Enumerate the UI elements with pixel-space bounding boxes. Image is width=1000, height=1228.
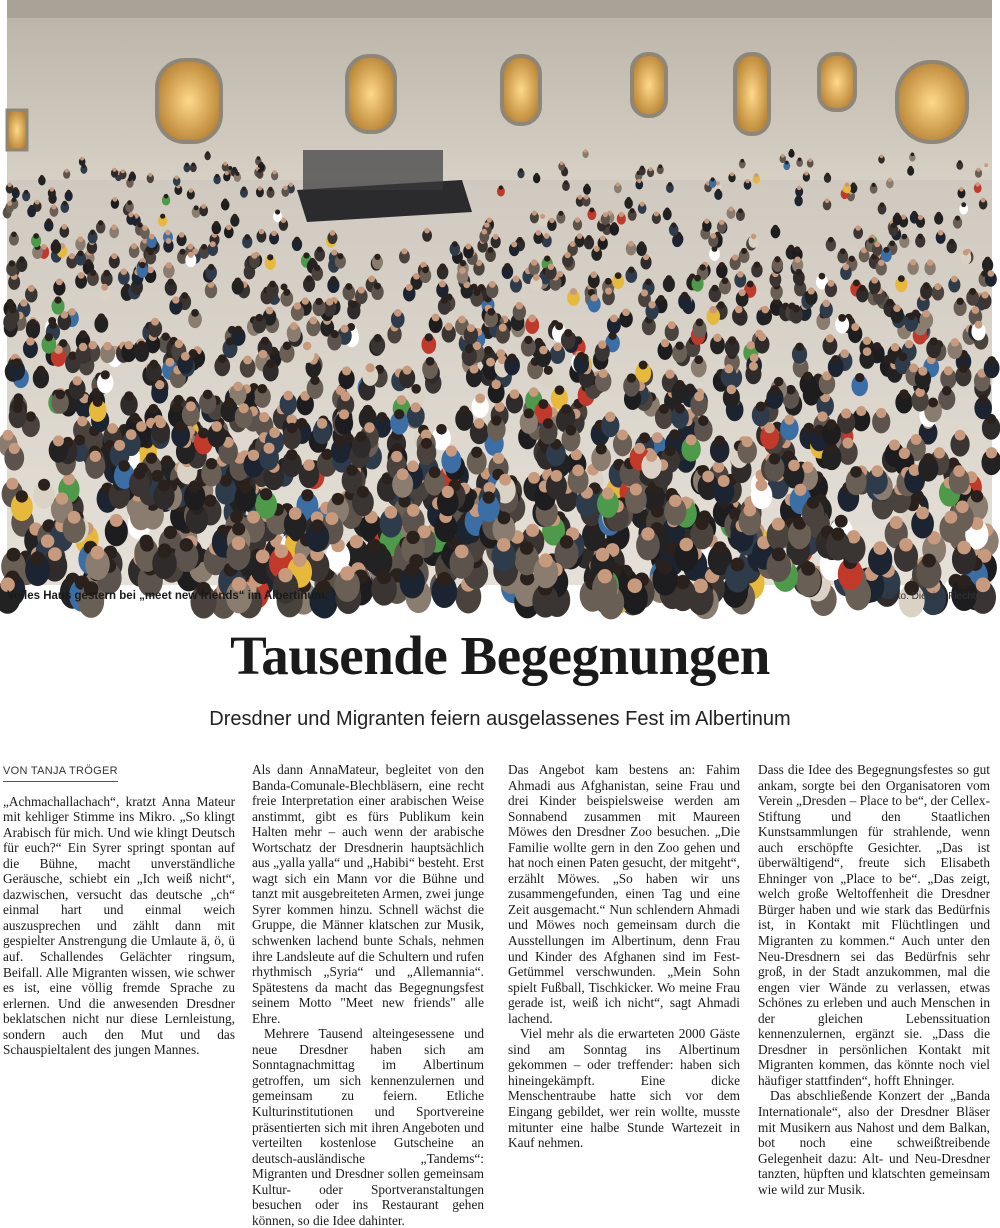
paragraph: Das Angebot kam bestens an: Fahim Ahmadi aus Afghanistan, seine Frau und drei Kinder beispielsweise werden am Sonnabend zusammen mit Maureen Möwes den Dresdner Zoo besuchen. „Die Familie wollte gern in den Zoo gehen und hat noch einen Paten gesucht, der mitgeht“, erzählt Möwes. „So haben wir uns zusammengefunden, einen Tag und eine Zeit ausgemacht.“ Nun schlendern Ahmadi und Möwes noch gemeinsam durch die Ausstellungen im Albertinum, denn Frau und Kinder des Afghanen sind im Fest-Getümmel verschwunden. „Mein Sohn spielt Fußball, Tischkicker. Wo meine Frau gerade ist, weiß ich nicht“, sagt Ahmadi lachend.: [508, 762, 740, 1026]
article-column-4: [758, 762, 990, 1197]
paragraph: Viel mehr als die erwarteten 2000 Gäste sind am Sonntag ins Albertinum gekommen – oder treffender: haben sich hineingekämpft. Eine dicke Menschentraube hatte sich vor dem Eingang gebildet, wer rein wollte, musste mitunter eine halbe Stunde Wartezeit in Kauf nehmen.: [508, 1026, 740, 1151]
crowd-in-hall-illustration: [7, 0, 992, 585]
paragraph: „Achmachallachach“, kratzt Anna Mateur mit kehliger Stimme ins Mikro. „So klingt Arabisch für mich. Und wie klingt Deutsch für euch?“ Ein Syrer springt spontan auf die Bühne, macht unverständliche Geräusche, schiebt ein „Ich weiß nicht“, dazwischen, versucht das deutsche „ch“ einmal hart und einmal weich auszusprechen und zählt dann mit gespielter Anstrengung die Umlaute ä, ö, ü auf. Schallendes Gelächter ringsum, Beifall. Alle Migranten wissen, wie schwer es ist, eine völlig fremde Sprache zu erlernen. Und die anwesenden Dresdner beklatschen nicht nur diese Lernleistung, sondern auch den Mut und das Schauspieltalent des jungen Mannes.: [3, 793, 235, 1058]
paragraph: Das abschließende Konzert der „Banda Internationale“, also der Dresdner Bläser mit Musikern aus Nahost und dem Balkan, bot noch eine schweißtreibende Gelegenheit dazu: Alt- und Neu-Dresdner tanzten, hüpften und klatschten gemeinsam wie wild zur Musik.: [758, 1088, 990, 1197]
article-column-2: [252, 762, 484, 1228]
paragraph: Dass die Idee des Begegnungsfestes so gut ankam, sorgte bei den Organisatoren vom Verein „Dresden – Place to be“, der Cellex-Stiftung und den Staatlichen Kunstsammlungen für strahlende, wenn auch erschöpfte Gesichter. „Das ist überwältigend“, freute sich Elisabeth Ehninger von „Place to be“. „Das zeigt, welch große Weltoffenheit die Dresdner Bürger haben und wie stark das Bedürfnis ist, in Kontakt mit Flüchtlingen und Migranten zu kommen.“ Auch unter den Neu-Dresdnern sei das Bedürfnis sehr groß, in der Stadt anzukommen, mal die engen vier Wände zu verlassen, etwas Schönes zu erleben und auch Menschen in der gleichen Lebenssituation kennenzulernen, ergänzt sie. „Dass die Dresdner in persönlichen Kontakt mit Migranten kommen, das könnte noch viel häufiger stattfinden“, hofft Ehninger.: [758, 762, 990, 1088]
paragraph: Mehrere Tausend alteingesessene und neue Dresdner haben sich am Sonntagnachmittag im Albertinum getroffen, um sich kennenzulernen und gemeinsam zu feiern. Etliche Kulturinstitutionen und Sportvereine präsentierten sich mit ihren Angeboten und verteilten kostenlose Gutscheine an deutsch-ausländische „Tandems“: Migranten und Dresdner sollen gemeinsam Kultur- oder Sportveranstaltungen besuchen oder ins Restaurant gehen können, so die Idee dahinter.: [252, 1026, 484, 1228]
photo-credit: Foto: Dietrich Flechtner: [886, 591, 990, 602]
article-headline: Tausende Begegnungen: [230, 625, 770, 686]
photo-caption: Volles Haus gestern bei „meet new friends“ im Albertinum.: [7, 590, 328, 602]
photo-caption-bar: [7, 590, 992, 606]
event-photo: [7, 0, 992, 585]
byline: VON TANJA TRÖGER: [3, 764, 118, 782]
article-column-3: [508, 762, 740, 1151]
article-column-1: [3, 762, 235, 1134]
paragraph: Als dann AnnaMateur, begleitet von den Banda-Comunale-Blechbläsern, eine recht freie Interpretation einer arabischen Weise anstimmt, gibt es fürs Publikum kein Halten mehr – auch wenn der arabische Wortschatz der Dresdnerin hauptsächlich aus „yalla yalla“ und „Habibi“ besteht. Erst wagt sich ein Mann vor die Bühne und tanzt mit ausgebreiteten Armen, zwei junge Syrer kommen hinzu. Schnell wächst die Gruppe, die Männer klatschen zur Musik, schwenken lachend bunte Schals, nehmen ihre Landsleute auf die Schultern und rufen rhythmisch „Syria“ und „Allemannia“. Spätestens da macht das Begegnungsfest seinem Motto "Meet new friends" alle Ehre.: [252, 762, 484, 1026]
article-subheadline: Dresdner und Migranten feiern ausgelassenes Fest im Albertinum: [209, 708, 791, 730]
